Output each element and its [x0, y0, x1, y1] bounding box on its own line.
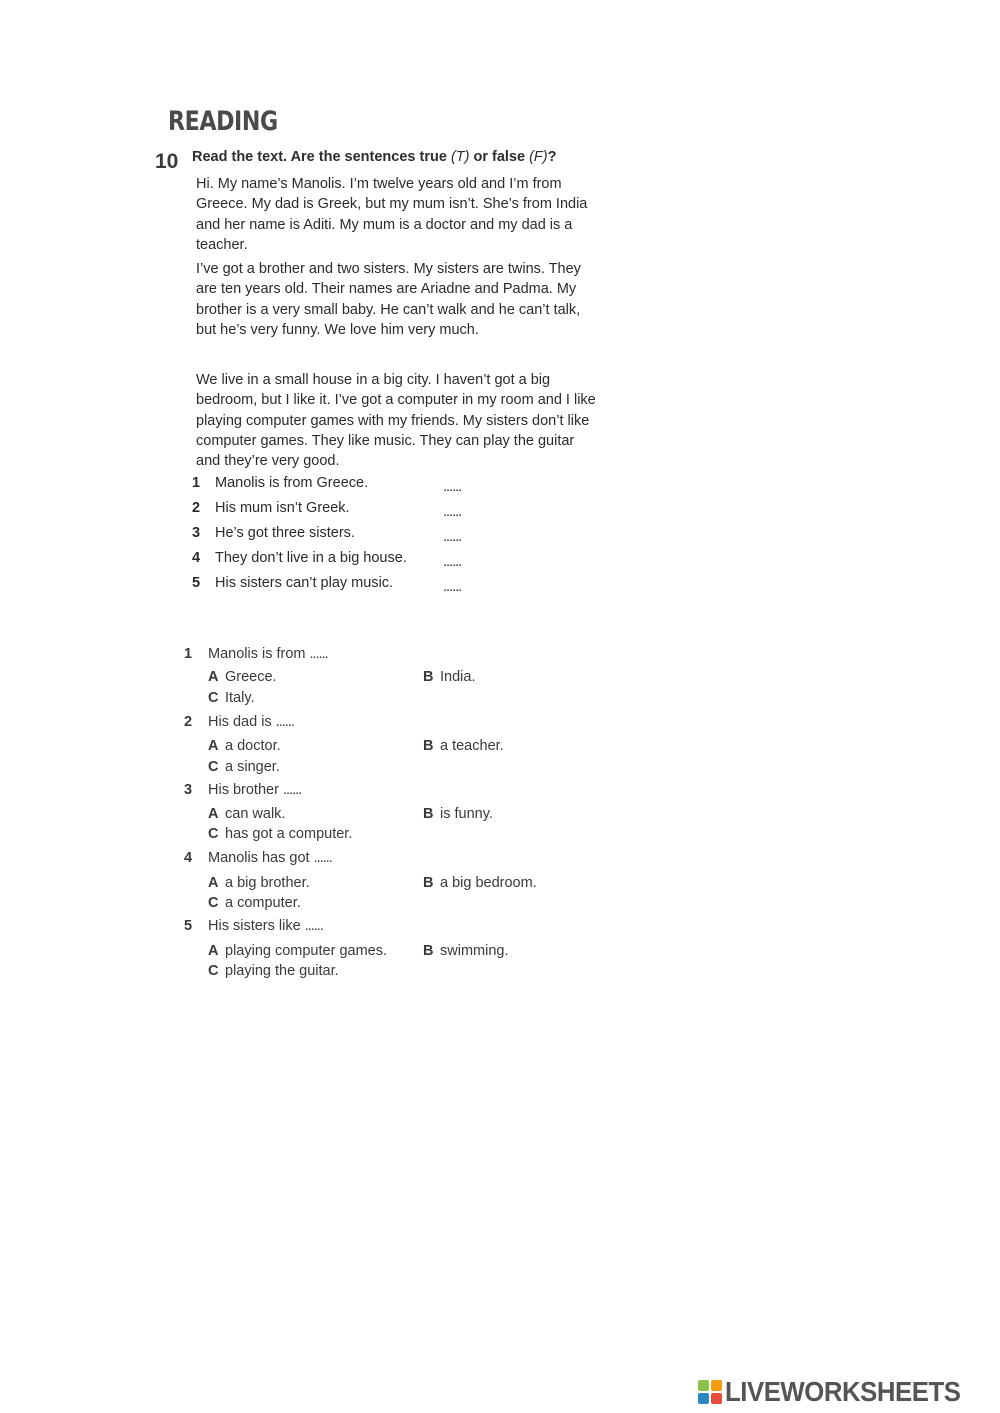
mc-option-b[interactable]: B swimming. — [423, 943, 509, 959]
tf-answer-blank[interactable]: ...... — [443, 504, 462, 520]
tf-answer-blank[interactable]: ...... — [443, 579, 462, 595]
tf-item-text: He’s got three sisters. — [215, 525, 355, 541]
mc-option-a[interactable]: A playing computer games. — [208, 943, 387, 959]
mc-answer-blank[interactable]: ...... — [313, 850, 332, 866]
liveworksheets-brand-text: LIVEWORKSHEETS — [725, 1376, 961, 1407]
mc-option-b[interactable]: B is funny. — [423, 806, 493, 822]
tf-answer-blank[interactable]: ...... — [443, 529, 462, 545]
mc-option-a[interactable]: A a doctor. — [208, 738, 281, 754]
mc-option-c[interactable]: C a singer. — [208, 759, 280, 775]
tf-answer-blank[interactable]: ...... — [443, 554, 462, 570]
mc-option-a[interactable]: A can walk. — [208, 806, 286, 822]
mc-question: 5 His sisters like ...... — [184, 918, 323, 934]
mc-option-a[interactable]: A a big brother. — [208, 875, 310, 891]
mc-option-c[interactable]: C Italy. — [208, 690, 255, 706]
mc-question: 4 Manolis has got ...... — [184, 850, 332, 866]
tf-item-number: 1 — [192, 475, 201, 491]
mc-answer-blank[interactable]: ...... — [275, 714, 294, 730]
mc-option-b[interactable]: B a teacher. — [423, 738, 504, 754]
tf-item-number: 4 — [192, 550, 201, 566]
reading-paragraph-2: I’ve got a brother and two sisters. My sisters are twins. They are ten years old. Their names are Ariadne and Padma. My brother is a very small baby. He can’t walk and he can’t talk, but he’s very funny. We love him very much. — [196, 261, 581, 338]
tf-item-number: 3 — [192, 525, 201, 541]
mc-answer-blank[interactable]: ...... — [309, 646, 328, 662]
mc-option-a[interactable]: A Greece. — [208, 669, 277, 685]
tf-item-number: 5 — [192, 575, 201, 591]
mc-option-c[interactable]: C has got a computer. — [208, 826, 353, 842]
tf-item-number: 2 — [192, 500, 201, 516]
tf-answer-blank[interactable]: ...... — [443, 479, 462, 495]
tf-item-text: His mum isn’t Greek. — [215, 500, 350, 516]
exercise-number: 10 — [155, 150, 179, 173]
reading-paragraph-1: Hi. My name’s Manolis. I’m twelve years old and I’m from Greece. My dad is Greek, but my mum isn’t. She’s from India and her name is Aditi. My mum is a doctor and my dad is a teacher. — [196, 176, 588, 253]
mc-question: 1 Manolis is from ...... — [184, 646, 328, 662]
mc-option-c[interactable]: C a computer. — [208, 895, 301, 911]
section-title: READING — [168, 106, 278, 137]
exercise-instruction: Read the text. Are the sentences true (T) or false (F)? — [192, 149, 557, 165]
mc-question: 3 His brother ...... — [184, 782, 302, 798]
mc-answer-blank[interactable]: ...... — [304, 918, 323, 934]
liveworksheets-logo[interactable] — [697, 1376, 981, 1408]
tf-item-text: They don’t live in a big house. — [215, 550, 407, 566]
tf-item-text: Manolis is from Greece. — [215, 475, 369, 491]
mc-answer-blank[interactable]: ...... — [282, 782, 302, 798]
mc-option-b[interactable]: B India. — [423, 669, 476, 685]
mc-question: 2 His dad is ...... — [184, 714, 294, 730]
mc-option-b[interactable]: B a big bedroom. — [423, 875, 537, 891]
liveworksheets-logo-icon — [697, 1379, 723, 1405]
reading-paragraph-3: We live in a small house in a big city. I haven’t got a big bedroom, but I like it. I’ve got a computer in my room and I like playing computer games with my friends. My sisters don’t like computer games. They like music. They can play the guitar and they’re very good. — [196, 372, 596, 470]
mc-option-c[interactable]: C playing the guitar. — [208, 963, 339, 979]
tf-item-text: His sisters can’t play music. — [215, 575, 394, 591]
